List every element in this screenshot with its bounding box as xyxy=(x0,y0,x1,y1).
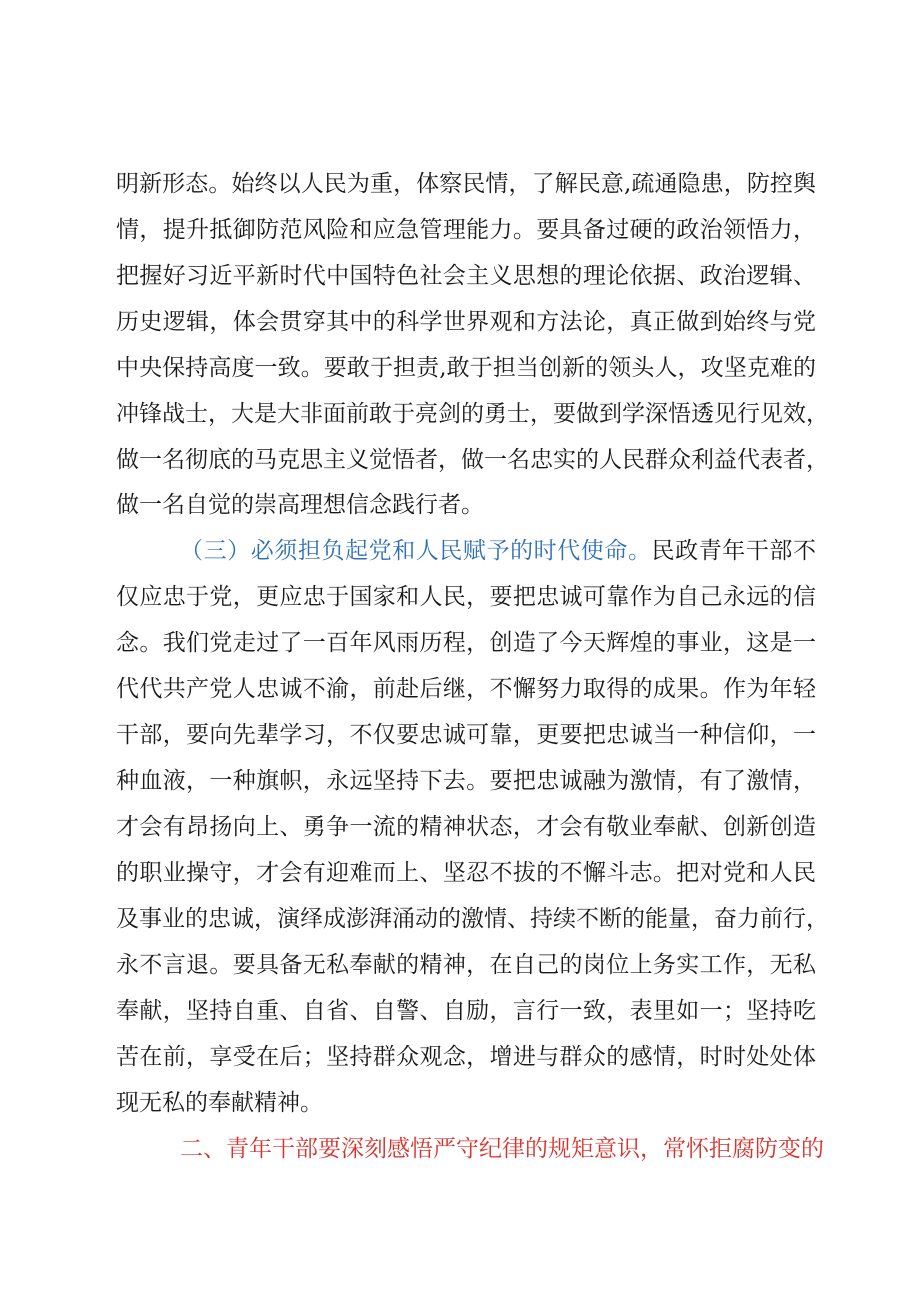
paragraph-line: 中央保持高度一致。要敢于担责,敢于担当创新的领头人，攻坚克难的 xyxy=(116,355,816,381)
paragraph-line: 种血液，一种旗帜，永远坚持下去。要把忠诚融为激情，有了激情， xyxy=(116,768,816,794)
paragraph-line: 明新形态。始终以人民为重，体察民情，了解民意,疏通隐患，防控舆 xyxy=(116,171,816,197)
paragraph-line: 代代共产党人忠诚不渝，前赴后继，不懈努力取得的成果。作为年轻 xyxy=(116,676,816,702)
paragraph-line-rest: 民政青年干部不 xyxy=(651,538,817,564)
paragraph-line: 永不言退。要具备无私奉献的精神，在自己的岗位上务实工作，无私 xyxy=(116,952,816,978)
paragraph-line: 历史逻辑，体会贯穿其中的科学世界观和方法论，真正做到始终与党 xyxy=(116,309,816,335)
paragraph-line: 仅应忠于党，更应忠于国家和人民，要把忠诚可靠作为自己永远的信 xyxy=(116,584,816,610)
paragraph-line: 情，提升抵御防范风险和应急管理能力。要具备过硬的政治领悟力， xyxy=(116,217,816,243)
paragraph-line: 才会有昂扬向上、勇争一流的精神状态，才会有敬业奉献、创新创造 xyxy=(116,814,816,840)
paragraph-first-line xyxy=(180,535,816,567)
paragraph-line: 奉献，坚持自重、自省、自警、自励，言行一致，表里如一；坚持吃 xyxy=(116,998,816,1024)
paragraph-line: 干部，要向先辈学习，不仅要忠诚可靠，更要把忠诚当一种信仰，一 xyxy=(116,722,816,748)
paragraph-line: 做一名彻底的马克思主义觉悟者，做一名忠实的人民群众利益代表者， xyxy=(116,447,829,473)
paragraph-line: 现无私的奉献精神。 xyxy=(116,1090,323,1116)
section-heading-two: 二、青年干部要深刻感悟严守纪律的规矩意识，常怀拒腐防变的 xyxy=(180,1136,824,1162)
paragraph-line: 苦在前，享受在后；坚持群众观念，增进与群众的感情，时时处处体 xyxy=(116,1044,816,1070)
paragraph-line: 做一名自觉的崇高理想信念践行者。 xyxy=(116,492,484,518)
subheading-three: （三）必须担负起党和人民赋予的时代使命。 xyxy=(180,538,652,564)
paragraph-line: 把握好习近平新时代中国特色社会主义思想的理论依据、政治逻辑、 xyxy=(116,263,816,289)
paragraph-line: 及事业的忠诚，演绎成澎湃涌动的激情、持续不断的能量，奋力前行， xyxy=(116,906,829,932)
paragraph-line: 的职业操守，才会有迎难而上、坚忍不拔的不懈斗志。把对党和人民 xyxy=(116,860,816,886)
paragraph-line: 念。我们党走过了一百年风雨历程，创造了今天辉煌的事业，这是一 xyxy=(116,630,816,656)
paragraph-line: 冲锋战士，大是大非面前敢于亮剑的勇士，要做到学深悟透见行见效， xyxy=(116,401,829,427)
